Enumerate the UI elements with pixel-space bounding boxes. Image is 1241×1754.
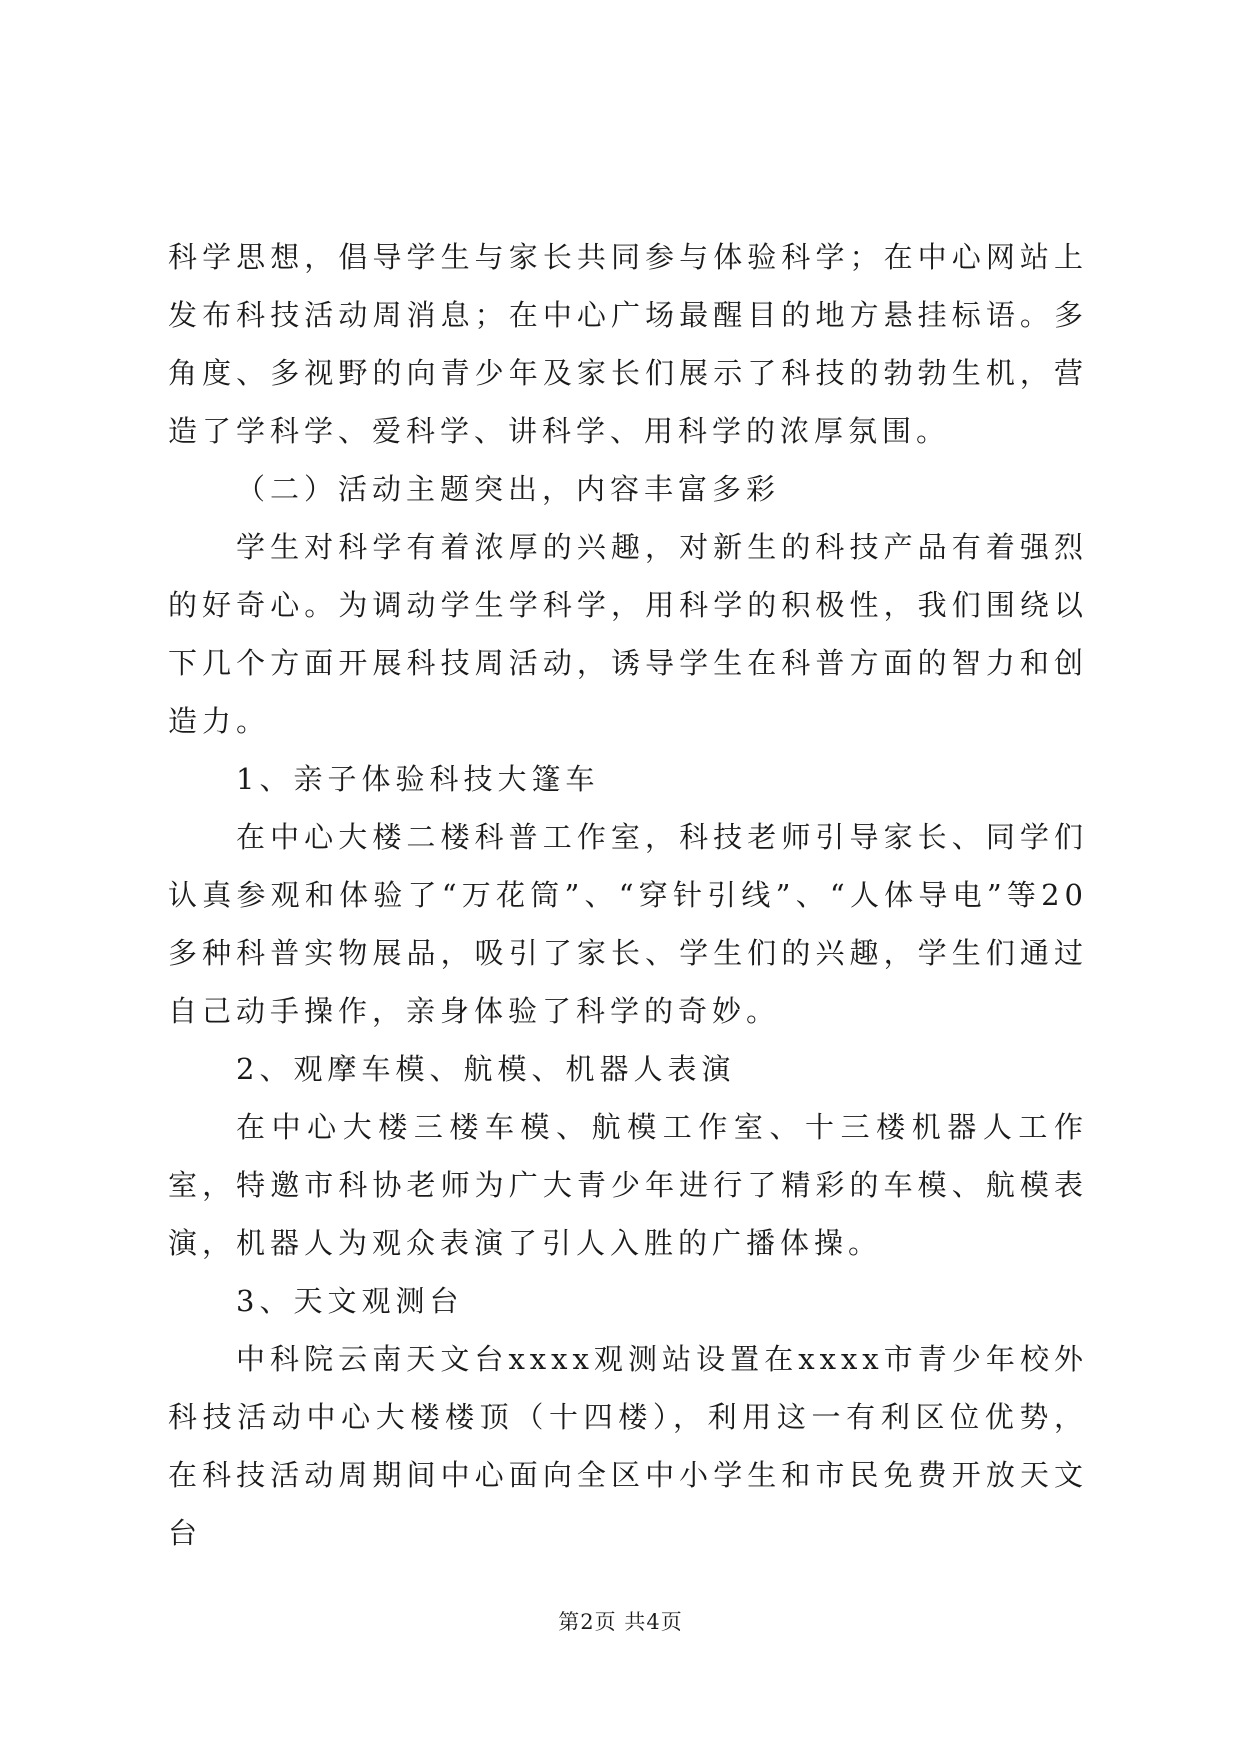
list-item-heading: 3、天文观测台 [236, 1284, 464, 1318]
section-heading: （二）活动主题突出，内容丰富多彩 [236, 472, 781, 506]
paragraph: 科学思想，倡导学生与家长共同参与体验科学；在中心网站上发布科技活动周消息；在中心广场最醒目的地方悬挂标语。多角度、多视野的向青少年及家长们展示了科技的勃勃生机，营造了学科学、爱科学、讲科学、用科学的浓厚氛围。 [168, 240, 1088, 448]
document-body [168, 228, 1088, 1562]
page-number-footer: 第2页 共4页 [558, 1610, 683, 1634]
paragraph: 学生对科学有着浓厚的兴趣，对新生的科技产品有着强烈的好奇心。为调动学生学科学，用科学的积极性，我们围绕以下几个方面开展科技周活动，诱导学生在科普方面的智力和创造力。 [168, 530, 1088, 738]
paragraph: 在中心大楼三楼车模、航模工作室、十三楼机器人工作室，特邀市科协老师为广大青少年进行了精彩的车模、航模表演，机器人为观众表演了引人入胜的广播体操。 [168, 1110, 1088, 1260]
list-item-heading: 1、亲子体验科技大篷车 [236, 762, 600, 796]
paragraph: 在中心大楼二楼科普工作室，科技老师引导家长、同学们认真参观和体验了“万花筒”、“穿针引线”、“人体导电”等20多种科普实物展品，吸引了家长、学生们的兴趣，学生们通过自己动手操作，亲身体验了科学的奇妙。 [168, 820, 1088, 1028]
paragraph: 中科院云南天文台xxxx观测站设置在xxxx市青少年校外科技活动中心大楼楼顶（十四楼），利用这一有利区位优势，在科技活动周期间中心面向全区中小学生和市民免费开放天文台 [168, 1342, 1088, 1550]
list-item-heading: 2、观摩车模、航模、机器人表演 [236, 1052, 736, 1086]
